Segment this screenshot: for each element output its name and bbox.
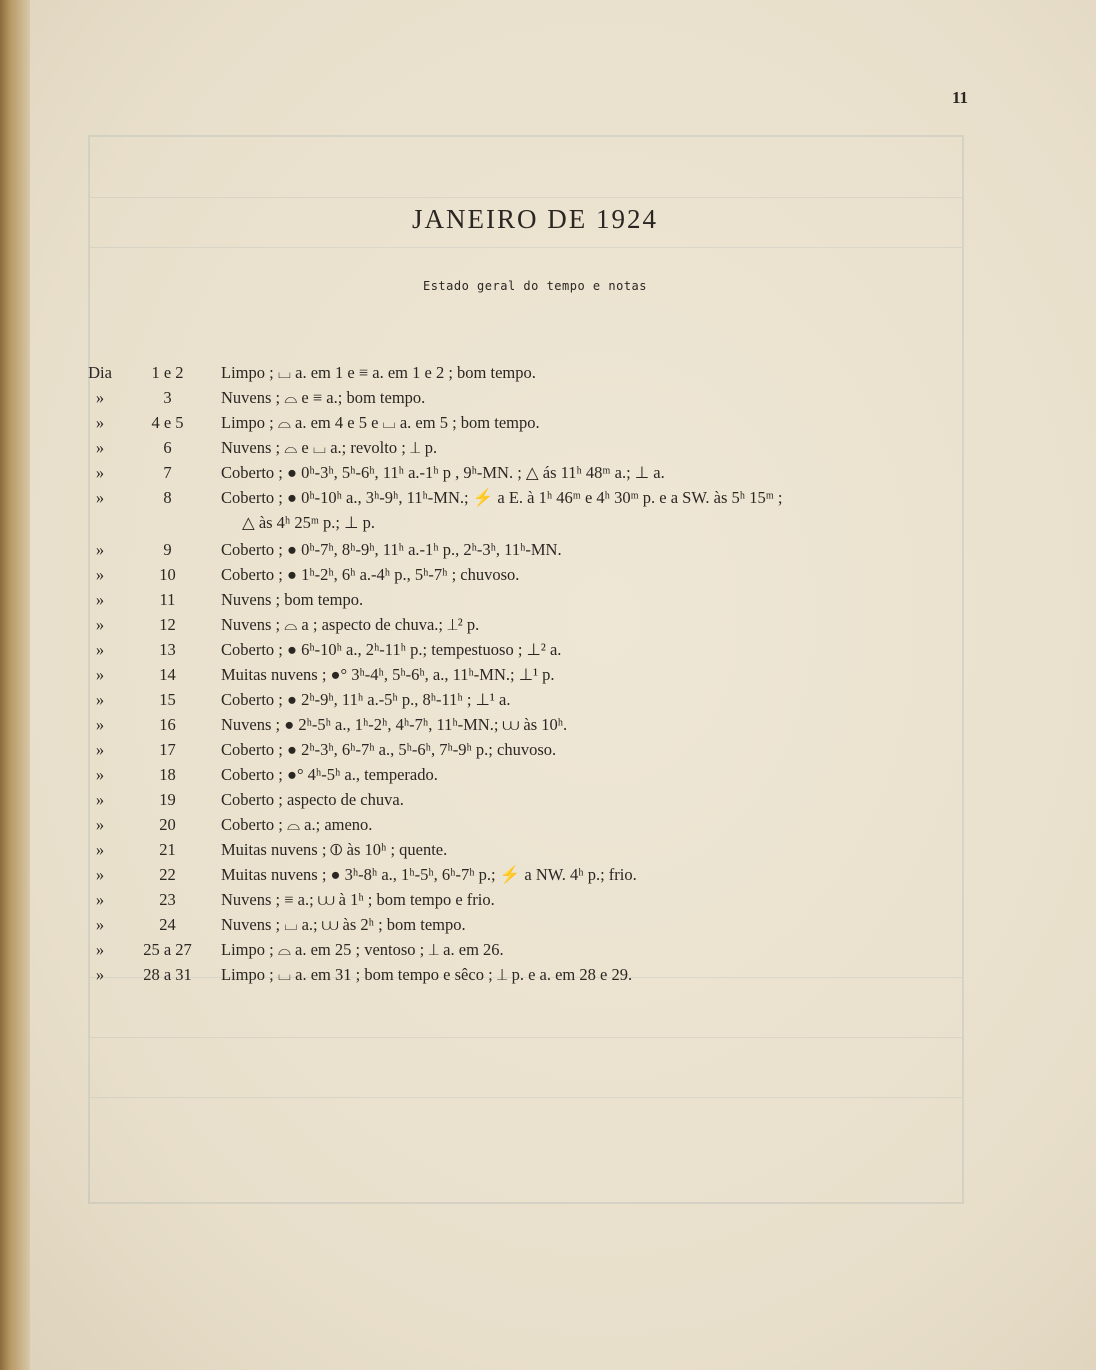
entry-day: 9: [163, 540, 172, 559]
page-subtitle: Estado geral do tempo e notas: [422, 279, 647, 293]
entry-day: 7: [163, 463, 172, 482]
entry-text: Coberto ; ●° 4ʰ-5ʰ a., temperado.: [221, 765, 438, 784]
entry-row: [0, 435, 1096, 460]
entry-text: Coberto ; ● 2ʰ-9ʰ, 11ʰ a.-5ʰ p., 8ʰ-11ʰ ; ⊥¹ a.: [221, 690, 511, 709]
entry-label: »: [95, 840, 105, 859]
entry-text: Limpo ; ⌴ a. em 1 e ≡ a. em 1 e 2 ; bom tempo.: [221, 363, 536, 382]
entry-text: Nuvens ; ≡ a.; ⩊ à 1ʰ ; bom tempo e frio.: [221, 890, 495, 909]
entry-text: Limpo ; ⌓ a. em 25 ; ventoso ; ⊥ a. em 26.: [221, 940, 504, 959]
entry-day: 16: [159, 715, 176, 734]
entry-label: »: [95, 815, 105, 834]
entry-row: [0, 662, 1096, 687]
entry-day: 3: [163, 388, 172, 407]
entry-row: [0, 637, 1096, 662]
entry-label: »: [95, 540, 105, 559]
entry-label: »: [95, 463, 105, 482]
entry-row: [0, 612, 1096, 637]
entry-text: Nuvens ; ⌴ a.; ⩊ às 2ʰ ; bom tempo.: [221, 915, 466, 934]
entry-continuation: △ às 4ʰ 25ᵐ p.; ⊥ p.: [242, 513, 376, 532]
entry-label: »: [95, 565, 105, 584]
entry-day: 10: [159, 565, 176, 584]
entry-day: 23: [159, 890, 176, 909]
entry-row: [0, 737, 1096, 762]
entry-day: 12: [159, 615, 176, 634]
entry-text: Coberto ; ● 1ʰ-2ʰ, 6ʰ a.-4ʰ p., 5ʰ-7ʰ ; chuvoso.: [221, 565, 520, 584]
entry-day: 13: [159, 640, 176, 659]
page-title: JANEIRO DE 1924: [412, 204, 658, 234]
entry-day: 25 a 27: [143, 940, 192, 959]
entry-row: [0, 385, 1096, 410]
entry-row: [0, 410, 1096, 435]
entry-row: [0, 937, 1096, 962]
entry-row: [0, 762, 1096, 787]
entry-label: »: [95, 865, 105, 884]
entry-day: 28 a 31: [143, 965, 192, 984]
entry-text: Coberto ; aspecto de chuva.: [221, 790, 404, 809]
entry-row: [0, 712, 1096, 737]
entry-row: [0, 837, 1096, 862]
entry-row: [0, 962, 1096, 987]
entry-day: 8: [163, 488, 172, 507]
entry-text: Muitas nuvens ; ●° 3ʰ-4ʰ, 5ʰ-6ʰ, a., 11ʰ-MN.; ⊥¹ p.: [221, 665, 555, 684]
entry-text: Nuvens ; ⌓ e ⌴ a.; revolto ; ⊥ p.: [221, 438, 438, 457]
entry-day: 17: [159, 740, 176, 759]
entry-day: 14: [159, 665, 176, 684]
entry-text: Nuvens ; ● 2ʰ-5ʰ a., 1ʰ-2ʰ, 4ʰ-7ʰ, 11ʰ-MN.; ⩊ às 10ʰ.: [221, 715, 568, 734]
entry-label: »: [95, 765, 105, 784]
entry-text: Limpo ; ⌓ a. em 4 e 5 e ⌴ a. em 5 ; bom tempo.: [221, 413, 540, 432]
entry-day: 20: [159, 815, 176, 834]
entry-row: [0, 787, 1096, 812]
entry-row: [0, 460, 1096, 485]
entry-text: Coberto ; ● 0ʰ-10ʰ a., 3ʰ-9ʰ, 11ʰ-MN.; ⚡ a E. à 1ʰ 46ᵐ e 4ʰ 30ᵐ p. e a SW. às 5ʰ 15ᵐ ;: [221, 488, 783, 507]
entry-label: »: [95, 890, 105, 909]
entry-text: Coberto ; ● 0ʰ-7ʰ, 8ʰ-9ʰ, 11ʰ a.-1ʰ p., 2ʰ-3ʰ, 11ʰ-MN.: [221, 540, 562, 559]
entry-day: 11: [159, 590, 176, 609]
entry-text: Nuvens ; bom tempo.: [221, 590, 364, 609]
entry-text: Coberto ; ● 6ʰ-10ʰ a., 2ʰ-11ʰ p.; tempestuoso ; ⊥² a.: [221, 640, 562, 659]
entry-row: [0, 687, 1096, 712]
entry-row: [0, 587, 1096, 612]
entry-row: [0, 862, 1096, 887]
entry-row: [0, 485, 1096, 510]
entry-day: 22: [159, 865, 176, 884]
entry-day: 19: [159, 790, 176, 809]
entry-row: [0, 562, 1096, 587]
entry-text: Nuvens ; ⌓ a ; aspecto de chuva.; ⊥² p.: [221, 615, 480, 634]
entry-row: [0, 912, 1096, 937]
entry-row: [0, 812, 1096, 837]
entry-label: »: [95, 665, 105, 684]
entry-text: Limpo ; ⌴ a. em 31 ; bom tempo e sêco ; ⊥ p. e a. em 28 e 29.: [221, 965, 633, 984]
entry-text: Muitas nuvens ; ⦶ às 10ʰ ; quente.: [221, 840, 448, 859]
entry-label: »: [95, 488, 105, 507]
entry-day: 1 e 2: [151, 363, 184, 382]
entry-label: »: [95, 940, 105, 959]
entry-label: »: [95, 615, 105, 634]
entry-text: Nuvens ; ⌓ e ≡ a.; bom tempo.: [221, 388, 426, 407]
entry-label: »: [95, 715, 105, 734]
entry-label: »: [95, 915, 105, 934]
entry-day: 6: [163, 438, 172, 457]
entry-row: [0, 537, 1096, 562]
entry-row: [0, 887, 1096, 912]
entry-text: Muitas nuvens ; ● 3ʰ-8ʰ a., 1ʰ-5ʰ, 6ʰ-7ʰ p.; ⚡ a NW. 4ʰ p.; frio.: [221, 865, 637, 884]
entry-label: »: [95, 590, 105, 609]
entry-label: »: [95, 740, 105, 759]
page-number: 11: [952, 88, 969, 107]
entry-text: Coberto ; ⌓ a.; ameno.: [221, 815, 373, 834]
entry-label: »: [95, 790, 105, 809]
entry-text: Coberto ; ● 0ʰ-3ʰ, 5ʰ-6ʰ, 11ʰ a.-1ʰ p , 9ʰ-MN. ; △ ás 11ʰ 48ᵐ a.; ⊥ a.: [221, 463, 665, 482]
entry-day: 24: [159, 915, 176, 934]
entry-label: »: [95, 438, 105, 457]
entry-row: [0, 360, 1096, 385]
entry-day: 18: [159, 765, 176, 784]
entry-label: »: [95, 690, 105, 709]
entry-day: 21: [159, 840, 176, 859]
entry-label: »: [95, 388, 105, 407]
entry-label: »: [95, 640, 105, 659]
entry-day: 15: [159, 690, 176, 709]
entry-label: Dia: [88, 363, 112, 382]
entry-label: »: [95, 413, 105, 432]
entry-day: 4 e 5: [151, 413, 184, 432]
entry-label: »: [95, 965, 105, 984]
entry-text: Coberto ; ● 2ʰ-3ʰ, 6ʰ-7ʰ a., 5ʰ-6ʰ, 7ʰ-9ʰ p.; chuvoso.: [221, 740, 557, 759]
